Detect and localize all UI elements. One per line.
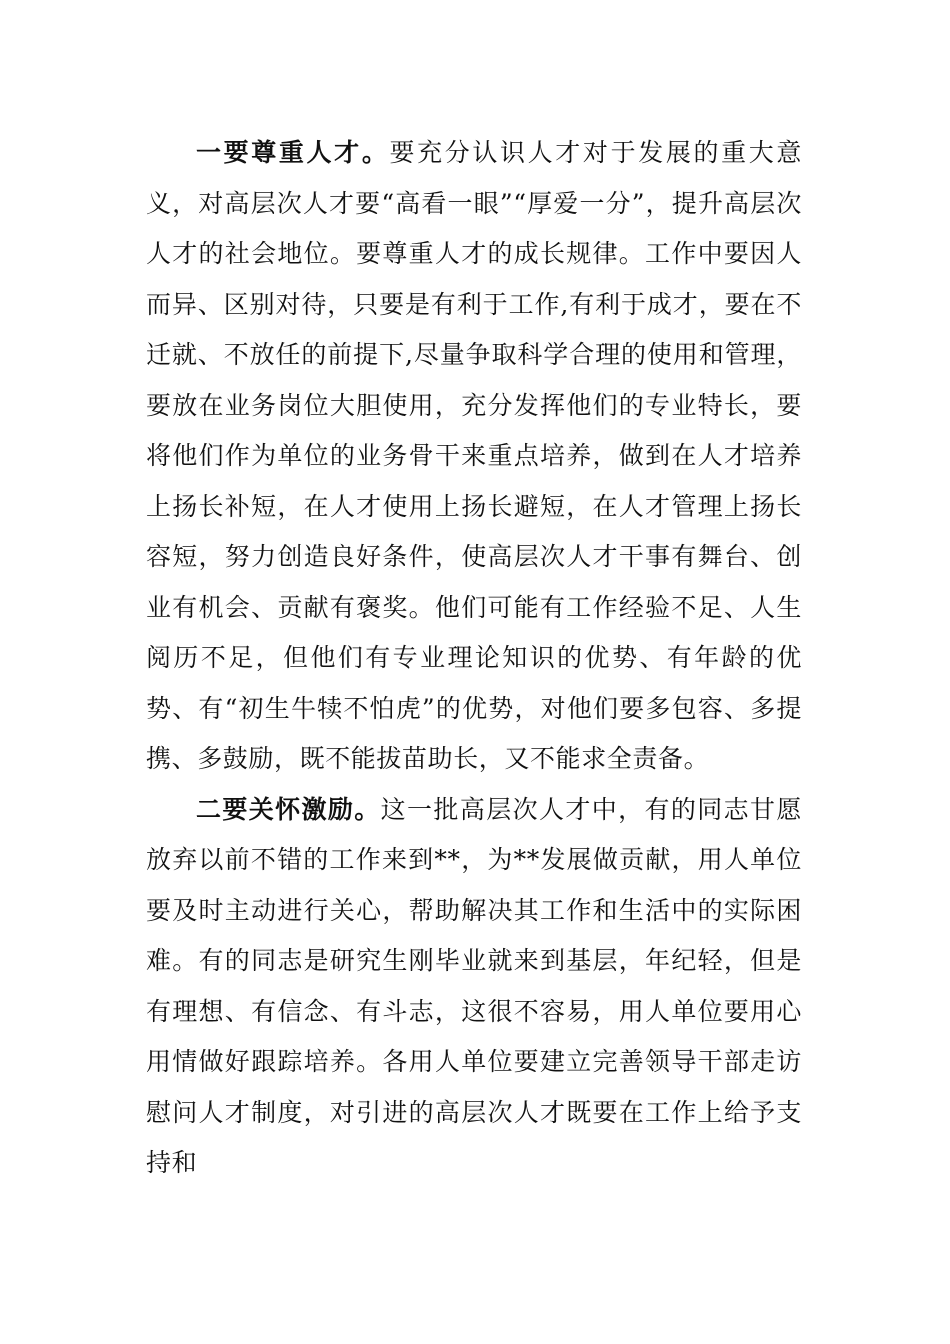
paragraph-heading: 一要尊重人才。 (196, 138, 390, 167)
paragraph-care-incentive (146, 785, 802, 1189)
paragraph-heading: 二要关怀激励。 (196, 794, 381, 824)
paragraph-text: 这一批高层次人才中，有的同志甘愿放弃以前不错的工作来到**，为**发展做贡献，用人单位要及时主动进行关心，帮助解决其工作和生活中的实际困难。有的同志是研究生刚毕业就来到基层，年纪轻，但是有理想、有信念、有斗志，这很不容易，用人单位要用心用情做好跟踪培养。各用人单位要建立完善领导干部走访慰问人才制度，对引进的高层次人才既要在工作上给予支持和 (146, 794, 802, 1177)
paragraph-text: 要充分认识人才对于发展的重大意义，对高层次人才要“高看一眼”“厚爱一分”，提升高层次人才的社会地位。要尊重人才的成长规律。工作中要因人而异、区别对待，只要是有利于工作,有利于成才，要在不迁就、不放任的前提下,尽量争取科学合理的使用和管理，要放在业务岗位大胆使用，充分发挥他们的专业特长，要将他们作为单位的业务骨干来重点培养，做到在人才培养上扬长补短，在人才使用上扬长避短，在人才管理上扬长容短，努力创造良好条件，使高层次人才干事有舞台、创业有机会、贡献有褒奖。他们可能有工作经验不足、人生阅历不足，但他们有专业理论知识的优势、有年龄的优势、有“初生牛犊不怕虎”的优势，对他们要多包容、多提携、多鼓励，既不能拔苗助长，又不能求全责备。 (146, 138, 802, 773)
paragraph-respect-talent (146, 128, 802, 785)
document-body (146, 128, 802, 1189)
